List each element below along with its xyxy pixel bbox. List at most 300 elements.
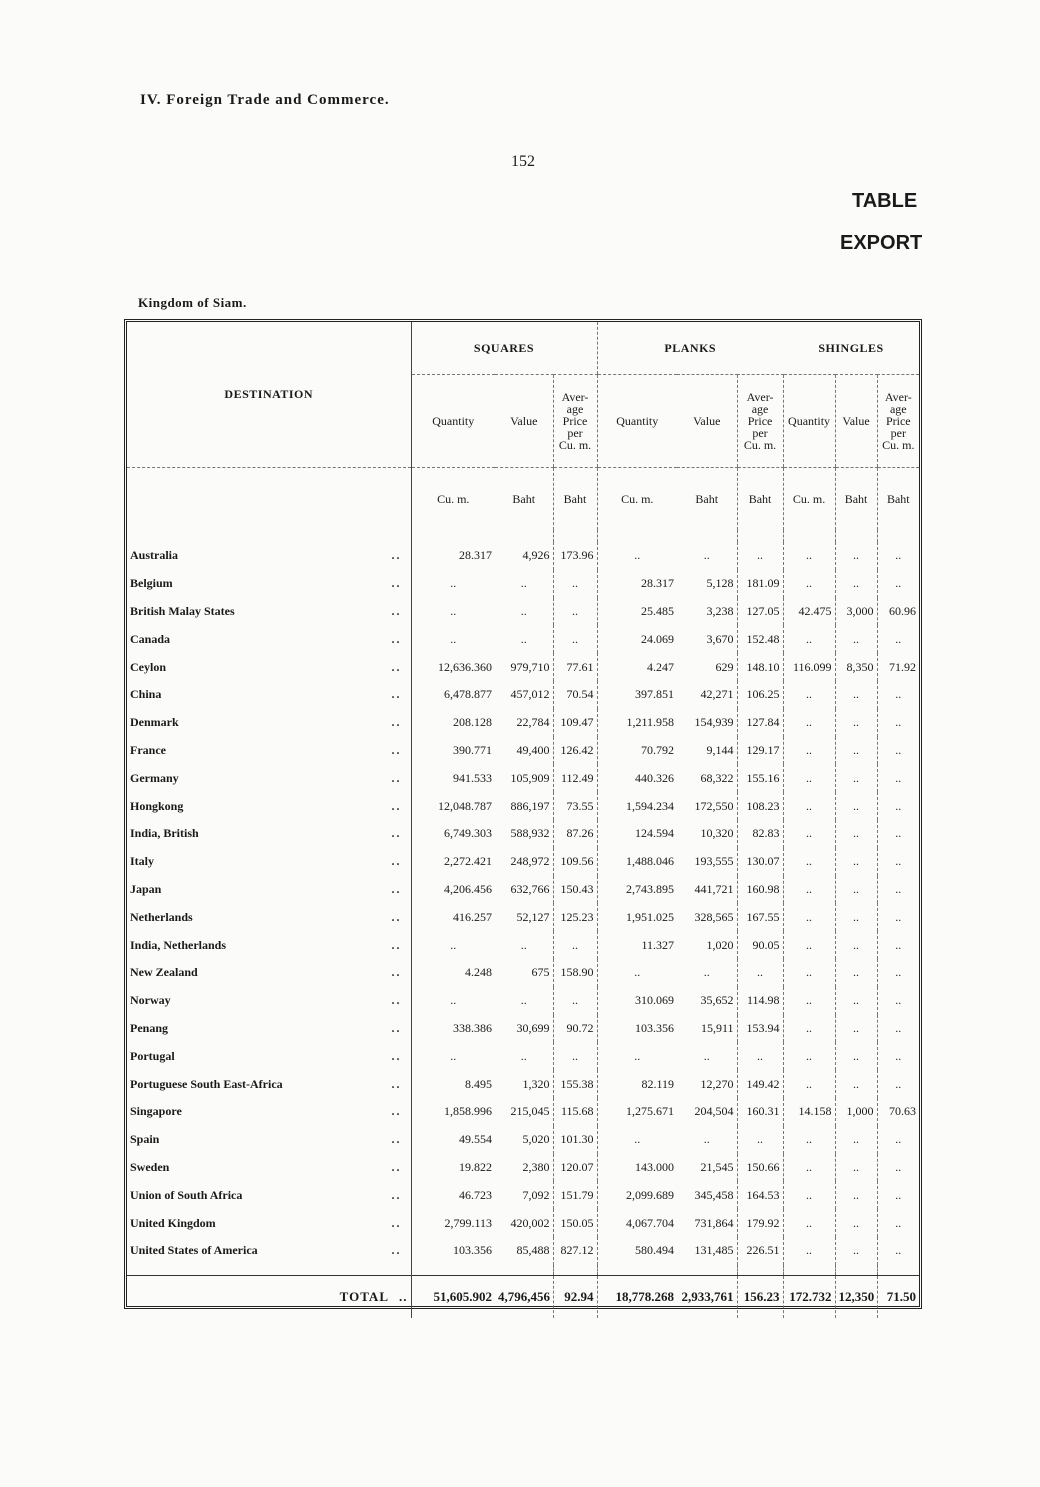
value-cell: .. xyxy=(783,987,835,1015)
leader-dots: .. xyxy=(391,881,402,896)
value-cell: 580.494 xyxy=(597,1237,677,1265)
value-cell: .. xyxy=(783,931,835,959)
value-cell: .. xyxy=(703,1132,710,1147)
leader-dots: .. xyxy=(391,937,402,952)
table-row xyxy=(127,653,919,681)
value-cell: 12,636.360 xyxy=(411,653,495,681)
value-cell: 416.257 xyxy=(411,903,495,931)
value-cell: 71.92 xyxy=(877,653,919,681)
destination-cell xyxy=(127,598,411,626)
value-cell: .. xyxy=(520,576,527,591)
group-planks: PLANKS xyxy=(597,322,783,375)
value-cell: 127.05 xyxy=(737,598,783,626)
value-cell: 173.96 xyxy=(553,542,597,570)
total-value-cell: 51,605.902 xyxy=(411,1275,495,1318)
value-cell: 35,652 xyxy=(700,993,734,1008)
value-cell: .. xyxy=(783,1126,835,1154)
leader-dots: .. xyxy=(391,687,402,702)
value-cell: .. xyxy=(835,542,877,570)
value-cell: .. xyxy=(877,1209,919,1237)
destination-header: DESTINATION xyxy=(127,322,411,468)
group-shingles: SHINGLES xyxy=(783,322,919,375)
value-cell: .. xyxy=(877,987,919,1015)
value-cell: 4.247 xyxy=(597,653,677,681)
value-cell: .. xyxy=(835,764,877,792)
value-cell: 109.47 xyxy=(553,709,597,737)
value-cell: .. xyxy=(553,570,597,598)
value-cell: 11.327 xyxy=(597,931,677,959)
value-cell: .. xyxy=(835,848,877,876)
value-cell: 103.356 xyxy=(597,1015,677,1043)
destination-cell xyxy=(127,1181,411,1209)
value-cell: .. xyxy=(411,1042,495,1070)
value-cell: 8,350 xyxy=(835,653,877,681)
value-cell: .. xyxy=(877,709,919,737)
value-cell: 4,067.704 xyxy=(597,1209,677,1237)
value-cell: 215,045 xyxy=(510,1104,550,1119)
value-cell: 108.23 xyxy=(737,792,783,820)
value-cell: .. xyxy=(835,1209,877,1237)
value-cell: .. xyxy=(835,903,877,931)
value-cell: 150.66 xyxy=(737,1154,783,1182)
destination-cell xyxy=(127,1015,411,1043)
value-cell: .. xyxy=(703,1048,710,1063)
value-cell: .. xyxy=(877,1042,919,1070)
table-row xyxy=(127,903,919,931)
value-cell: 30,699 xyxy=(516,1020,550,1035)
leader-dots: .. xyxy=(391,631,402,646)
value-cell: 204,504 xyxy=(694,1104,734,1119)
value-cell: 42.475 xyxy=(783,598,835,626)
value-cell: .. xyxy=(520,631,527,646)
value-cell: 1,488.046 xyxy=(597,848,677,876)
value-cell: .. xyxy=(553,931,597,959)
value-cell: 979,710 xyxy=(510,659,550,674)
value-cell: 193,555 xyxy=(694,854,734,869)
destination-name: Germany xyxy=(130,770,179,785)
value-cell: 1,211.958 xyxy=(597,709,677,737)
leader-dots: .. xyxy=(391,1215,402,1230)
table-row xyxy=(127,1209,919,1237)
destination-name: Japan xyxy=(130,881,162,896)
unit-cell: Baht xyxy=(877,468,919,531)
value-cell: .. xyxy=(783,1042,835,1070)
value-cell: 2,799.113 xyxy=(411,1209,495,1237)
destination-name: India, Netherlands xyxy=(130,937,227,952)
table-row xyxy=(127,1070,919,1098)
value-cell: 155.16 xyxy=(737,764,783,792)
table-row xyxy=(127,737,919,765)
value-cell: .. xyxy=(835,820,877,848)
value-cell: 120.07 xyxy=(553,1154,597,1182)
value-cell: .. xyxy=(411,625,495,653)
value-cell: .. xyxy=(783,681,835,709)
table-row xyxy=(127,876,919,904)
destination-name: Portugal xyxy=(130,1048,175,1063)
value-cell: .. xyxy=(835,625,877,653)
value-cell: 2,380 xyxy=(522,1159,550,1174)
value-cell: 60.96 xyxy=(877,598,919,626)
leader-dots: .. xyxy=(391,1076,402,1091)
value-cell: 1,320 xyxy=(522,1076,550,1091)
value-cell: .. xyxy=(835,792,877,820)
col-quantity: Quantity xyxy=(597,375,677,468)
leader-dots: .. xyxy=(391,742,402,757)
value-cell: .. xyxy=(553,625,597,653)
value-cell: 42,271 xyxy=(700,687,734,702)
table-row xyxy=(127,764,919,792)
value-cell: 3,670 xyxy=(706,631,734,646)
value-cell: .. xyxy=(411,931,495,959)
table-row xyxy=(127,542,919,570)
leader-dots: .. xyxy=(391,548,402,563)
country-heading: Kingdom of Siam. xyxy=(138,295,247,310)
unit-cell: Baht xyxy=(553,468,597,531)
value-cell: 390.771 xyxy=(411,737,495,765)
value-cell: 116.099 xyxy=(783,653,835,681)
destination-name: France xyxy=(130,742,166,757)
col-avg-price: Aver- age Price per Cu. m. xyxy=(877,375,919,468)
value-cell: .. xyxy=(877,848,919,876)
value-cell: 46.723 xyxy=(411,1181,495,1209)
page-number: 152 xyxy=(511,153,535,170)
destination-cell xyxy=(127,1042,411,1070)
destination-name: Australia xyxy=(130,548,178,563)
destination-cell xyxy=(127,1070,411,1098)
value-cell: 1,020 xyxy=(706,937,734,952)
value-cell: 886,197 xyxy=(510,798,550,813)
value-cell: .. xyxy=(597,959,677,987)
value-cell: 52,127 xyxy=(516,909,550,924)
destination-name: Norway xyxy=(130,993,171,1008)
value-cell: 632,766 xyxy=(510,881,550,896)
destination-cell xyxy=(127,987,411,1015)
value-cell: .. xyxy=(877,737,919,765)
value-cell: .. xyxy=(877,542,919,570)
table-row xyxy=(127,1181,919,1209)
value-cell: 112.49 xyxy=(553,764,597,792)
destination-cell xyxy=(127,570,411,598)
value-cell: .. xyxy=(835,1126,877,1154)
value-cell: .. xyxy=(783,1181,835,1209)
value-cell: 10,320 xyxy=(700,826,734,841)
value-cell: .. xyxy=(783,1154,835,1182)
leader-dots: .. xyxy=(391,826,402,841)
leader-dots: .. xyxy=(391,993,402,1008)
value-cell: .. xyxy=(835,709,877,737)
value-cell: .. xyxy=(597,1042,677,1070)
value-cell: 5,020 xyxy=(522,1132,550,1147)
value-cell: 2,099.689 xyxy=(597,1181,677,1209)
leader-dots: .. xyxy=(391,603,402,618)
value-cell: 310.069 xyxy=(597,987,677,1015)
value-cell: .. xyxy=(783,820,835,848)
col-quantity: Quantity xyxy=(783,375,835,468)
value-cell: 160.98 xyxy=(737,876,783,904)
destination-cell xyxy=(127,1098,411,1126)
table-row xyxy=(127,1237,919,1265)
value-cell: 49,400 xyxy=(516,742,550,757)
value-cell: .. xyxy=(877,820,919,848)
value-cell: .. xyxy=(877,1015,919,1043)
group-squares: SQUARES xyxy=(411,322,597,375)
value-cell: .. xyxy=(703,965,710,980)
value-cell: 148.10 xyxy=(737,653,783,681)
value-cell: .. xyxy=(783,1015,835,1043)
table-row xyxy=(127,1126,919,1154)
destination-cell xyxy=(127,709,411,737)
destination-cell xyxy=(127,903,411,931)
value-cell: 106.25 xyxy=(737,681,783,709)
destination-name: Penang xyxy=(130,1020,169,1035)
value-cell: .. xyxy=(553,987,597,1015)
value-cell: .. xyxy=(835,1070,877,1098)
leader-dots: .. xyxy=(391,1048,402,1063)
value-cell: .. xyxy=(783,792,835,820)
export-table xyxy=(127,322,919,1318)
value-cell: .. xyxy=(835,931,877,959)
value-cell: 70.54 xyxy=(553,681,597,709)
total-value-cell: 12,350 xyxy=(835,1275,877,1318)
section-heading: IV. Foreign Trade and Commerce. xyxy=(140,92,390,108)
value-cell: 5,128 xyxy=(706,576,734,591)
value-cell: 8.495 xyxy=(411,1070,495,1098)
value-cell: .. xyxy=(877,625,919,653)
unit-cell: Baht xyxy=(835,468,877,531)
value-cell: .. xyxy=(597,542,677,570)
value-cell: .. xyxy=(877,876,919,904)
value-cell: .. xyxy=(835,681,877,709)
value-cell: 440.326 xyxy=(597,764,677,792)
leader-dots: .. xyxy=(391,576,402,591)
value-cell: 19.822 xyxy=(411,1154,495,1182)
leader-dots: .. xyxy=(391,909,402,924)
value-cell: 457,012 xyxy=(510,687,550,702)
value-cell: 15,911 xyxy=(700,1020,734,1035)
value-cell: .. xyxy=(877,681,919,709)
value-cell: 150.05 xyxy=(553,1209,597,1237)
value-cell: 1,858.996 xyxy=(411,1098,495,1126)
units-row xyxy=(127,468,919,531)
value-cell: 24.069 xyxy=(597,625,677,653)
table-row xyxy=(127,681,919,709)
value-cell: 149.42 xyxy=(737,1070,783,1098)
leader-dots: .. xyxy=(391,854,402,869)
table-row xyxy=(127,1154,919,1182)
leader-dots: .. xyxy=(391,798,402,813)
value-cell: 155.38 xyxy=(553,1070,597,1098)
total-label: TOTAL .. xyxy=(127,1275,411,1318)
value-cell: .. xyxy=(835,1015,877,1043)
value-cell: 82.83 xyxy=(737,820,783,848)
value-cell: 2,743.895 xyxy=(597,876,677,904)
value-cell: .. xyxy=(737,542,783,570)
value-cell: 126.42 xyxy=(553,737,597,765)
value-cell: 127.84 xyxy=(737,709,783,737)
value-cell: 73.55 xyxy=(553,792,597,820)
value-cell: .. xyxy=(877,570,919,598)
value-cell: 129.17 xyxy=(737,737,783,765)
value-cell: 941.533 xyxy=(411,764,495,792)
table-row xyxy=(127,848,919,876)
value-cell: 1,275.671 xyxy=(597,1098,677,1126)
value-cell: 6,478.877 xyxy=(411,681,495,709)
table-label: TABLE xyxy=(852,190,918,212)
value-cell: 130.07 xyxy=(737,848,783,876)
value-cell: 70.63 xyxy=(877,1098,919,1126)
value-cell: 90.05 xyxy=(737,931,783,959)
table-row xyxy=(127,625,919,653)
value-cell: 125.23 xyxy=(553,903,597,931)
value-cell: 1,594.234 xyxy=(597,792,677,820)
destination-name: Singapore xyxy=(130,1104,182,1119)
unit-cell: Cu. m. xyxy=(597,468,677,531)
value-cell: 28.317 xyxy=(411,542,495,570)
destination-cell xyxy=(127,1209,411,1237)
destination-cell xyxy=(127,542,411,570)
value-cell: .. xyxy=(783,625,835,653)
value-cell: 420,002 xyxy=(510,1215,550,1230)
destination-cell xyxy=(127,931,411,959)
value-cell: .. xyxy=(411,570,495,598)
value-cell: 172,550 xyxy=(694,798,734,813)
value-cell: 85,488 xyxy=(516,1243,550,1258)
destination-name: Belgium xyxy=(130,576,173,591)
value-cell: 345,458 xyxy=(694,1187,734,1202)
destination-name: Denmark xyxy=(130,715,179,730)
destination-name: Spain xyxy=(130,1132,160,1147)
value-cell: .. xyxy=(835,1154,877,1182)
value-cell: .. xyxy=(520,993,527,1008)
value-cell: 6,749.303 xyxy=(411,820,495,848)
value-cell: .. xyxy=(877,903,919,931)
unit-cell: Cu. m. xyxy=(783,468,835,531)
value-cell: .. xyxy=(877,764,919,792)
value-cell: .. xyxy=(835,876,877,904)
table-row xyxy=(127,820,919,848)
unit-cell: Baht xyxy=(737,468,783,531)
destination-name: United Kingdom xyxy=(130,1215,216,1230)
value-cell: 9,144 xyxy=(706,742,734,757)
destination-cell xyxy=(127,876,411,904)
value-cell: 21,545 xyxy=(700,1159,734,1174)
total-value-cell: 2,933,761 xyxy=(677,1275,737,1318)
value-cell: 3,238 xyxy=(706,603,734,618)
value-cell: .. xyxy=(597,1126,677,1154)
value-cell: .. xyxy=(783,737,835,765)
value-cell: 49.554 xyxy=(411,1126,495,1154)
value-cell: 103.356 xyxy=(411,1237,495,1265)
value-cell: .. xyxy=(737,1042,783,1070)
value-cell: .. xyxy=(835,987,877,1015)
value-cell: 152.48 xyxy=(737,625,783,653)
destination-cell xyxy=(127,737,411,765)
value-cell: .. xyxy=(520,1048,527,1063)
value-cell: .. xyxy=(520,937,527,952)
value-cell: .. xyxy=(411,598,495,626)
value-cell: 101.30 xyxy=(553,1126,597,1154)
destination-cell xyxy=(127,959,411,987)
value-cell: .. xyxy=(783,764,835,792)
value-cell: .. xyxy=(835,737,877,765)
col-avg-price: Aver- age Price per Cu. m. xyxy=(737,375,783,468)
destination-cell xyxy=(127,1237,411,1265)
value-cell: .. xyxy=(783,959,835,987)
table-row xyxy=(127,1042,919,1070)
leader-dots: .. xyxy=(391,659,402,674)
value-cell: .. xyxy=(835,570,877,598)
table-row xyxy=(127,1098,919,1126)
value-cell: 338.386 xyxy=(411,1015,495,1043)
col-quantity: Quantity xyxy=(411,375,495,468)
col-value: Value xyxy=(677,375,737,468)
destination-name: Sweden xyxy=(130,1159,170,1174)
value-cell: 14.158 xyxy=(783,1098,835,1126)
value-cell: 4,926 xyxy=(522,548,550,563)
value-cell: 90.72 xyxy=(553,1015,597,1043)
destination-name: British Malay States xyxy=(130,603,235,618)
destination-name: Ceylon xyxy=(130,659,166,674)
value-cell: 2,272.421 xyxy=(411,848,495,876)
value-cell: 4.248 xyxy=(411,959,495,987)
leader-dots: .. xyxy=(391,1020,402,1035)
value-cell: 109.56 xyxy=(553,848,597,876)
value-cell: .. xyxy=(835,1042,877,1070)
value-cell: 154,939 xyxy=(694,715,734,730)
value-cell: .. xyxy=(783,1237,835,1265)
value-cell: 160.31 xyxy=(737,1098,783,1126)
destination-cell xyxy=(127,625,411,653)
value-cell: 115.68 xyxy=(553,1098,597,1126)
value-cell: 77.61 xyxy=(553,653,597,681)
value-cell: .. xyxy=(877,1237,919,1265)
table-row xyxy=(127,598,919,626)
value-cell: 12,048.787 xyxy=(411,792,495,820)
value-cell: 675 xyxy=(531,965,550,980)
value-cell: 827.12 xyxy=(553,1237,597,1265)
leader-dots: .. xyxy=(391,1187,402,1202)
leader-dots: .. xyxy=(391,965,402,980)
value-cell: .. xyxy=(783,1209,835,1237)
value-cell: .. xyxy=(835,959,877,987)
leader-dots: .. xyxy=(391,1243,402,1258)
value-cell: 226.51 xyxy=(737,1237,783,1265)
value-cell: .. xyxy=(783,876,835,904)
value-cell: 441,721 xyxy=(694,881,734,896)
value-cell: 25.485 xyxy=(597,598,677,626)
value-cell: 22,784 xyxy=(516,715,550,730)
unit-cell: Baht xyxy=(695,491,719,506)
table-row xyxy=(127,792,919,820)
value-cell: 131,485 xyxy=(694,1243,734,1258)
value-cell: 87.26 xyxy=(553,820,597,848)
value-cell: .. xyxy=(703,548,710,563)
total-row xyxy=(127,1275,919,1318)
destination-name: Union of South Africa xyxy=(130,1187,243,1202)
value-cell: .. xyxy=(835,1181,877,1209)
table-row xyxy=(127,570,919,598)
value-cell: .. xyxy=(877,1154,919,1182)
value-cell: .. xyxy=(411,987,495,1015)
value-cell: 114.98 xyxy=(737,987,783,1015)
destination-name: Canada xyxy=(130,631,171,646)
destination-name: Netherlands xyxy=(130,909,193,924)
table-row xyxy=(127,931,919,959)
value-cell: .. xyxy=(783,848,835,876)
value-cell: 3,000 xyxy=(835,598,877,626)
leader-dots: .. xyxy=(391,1104,402,1119)
total-value-cell: 4,796,456 xyxy=(495,1275,553,1318)
